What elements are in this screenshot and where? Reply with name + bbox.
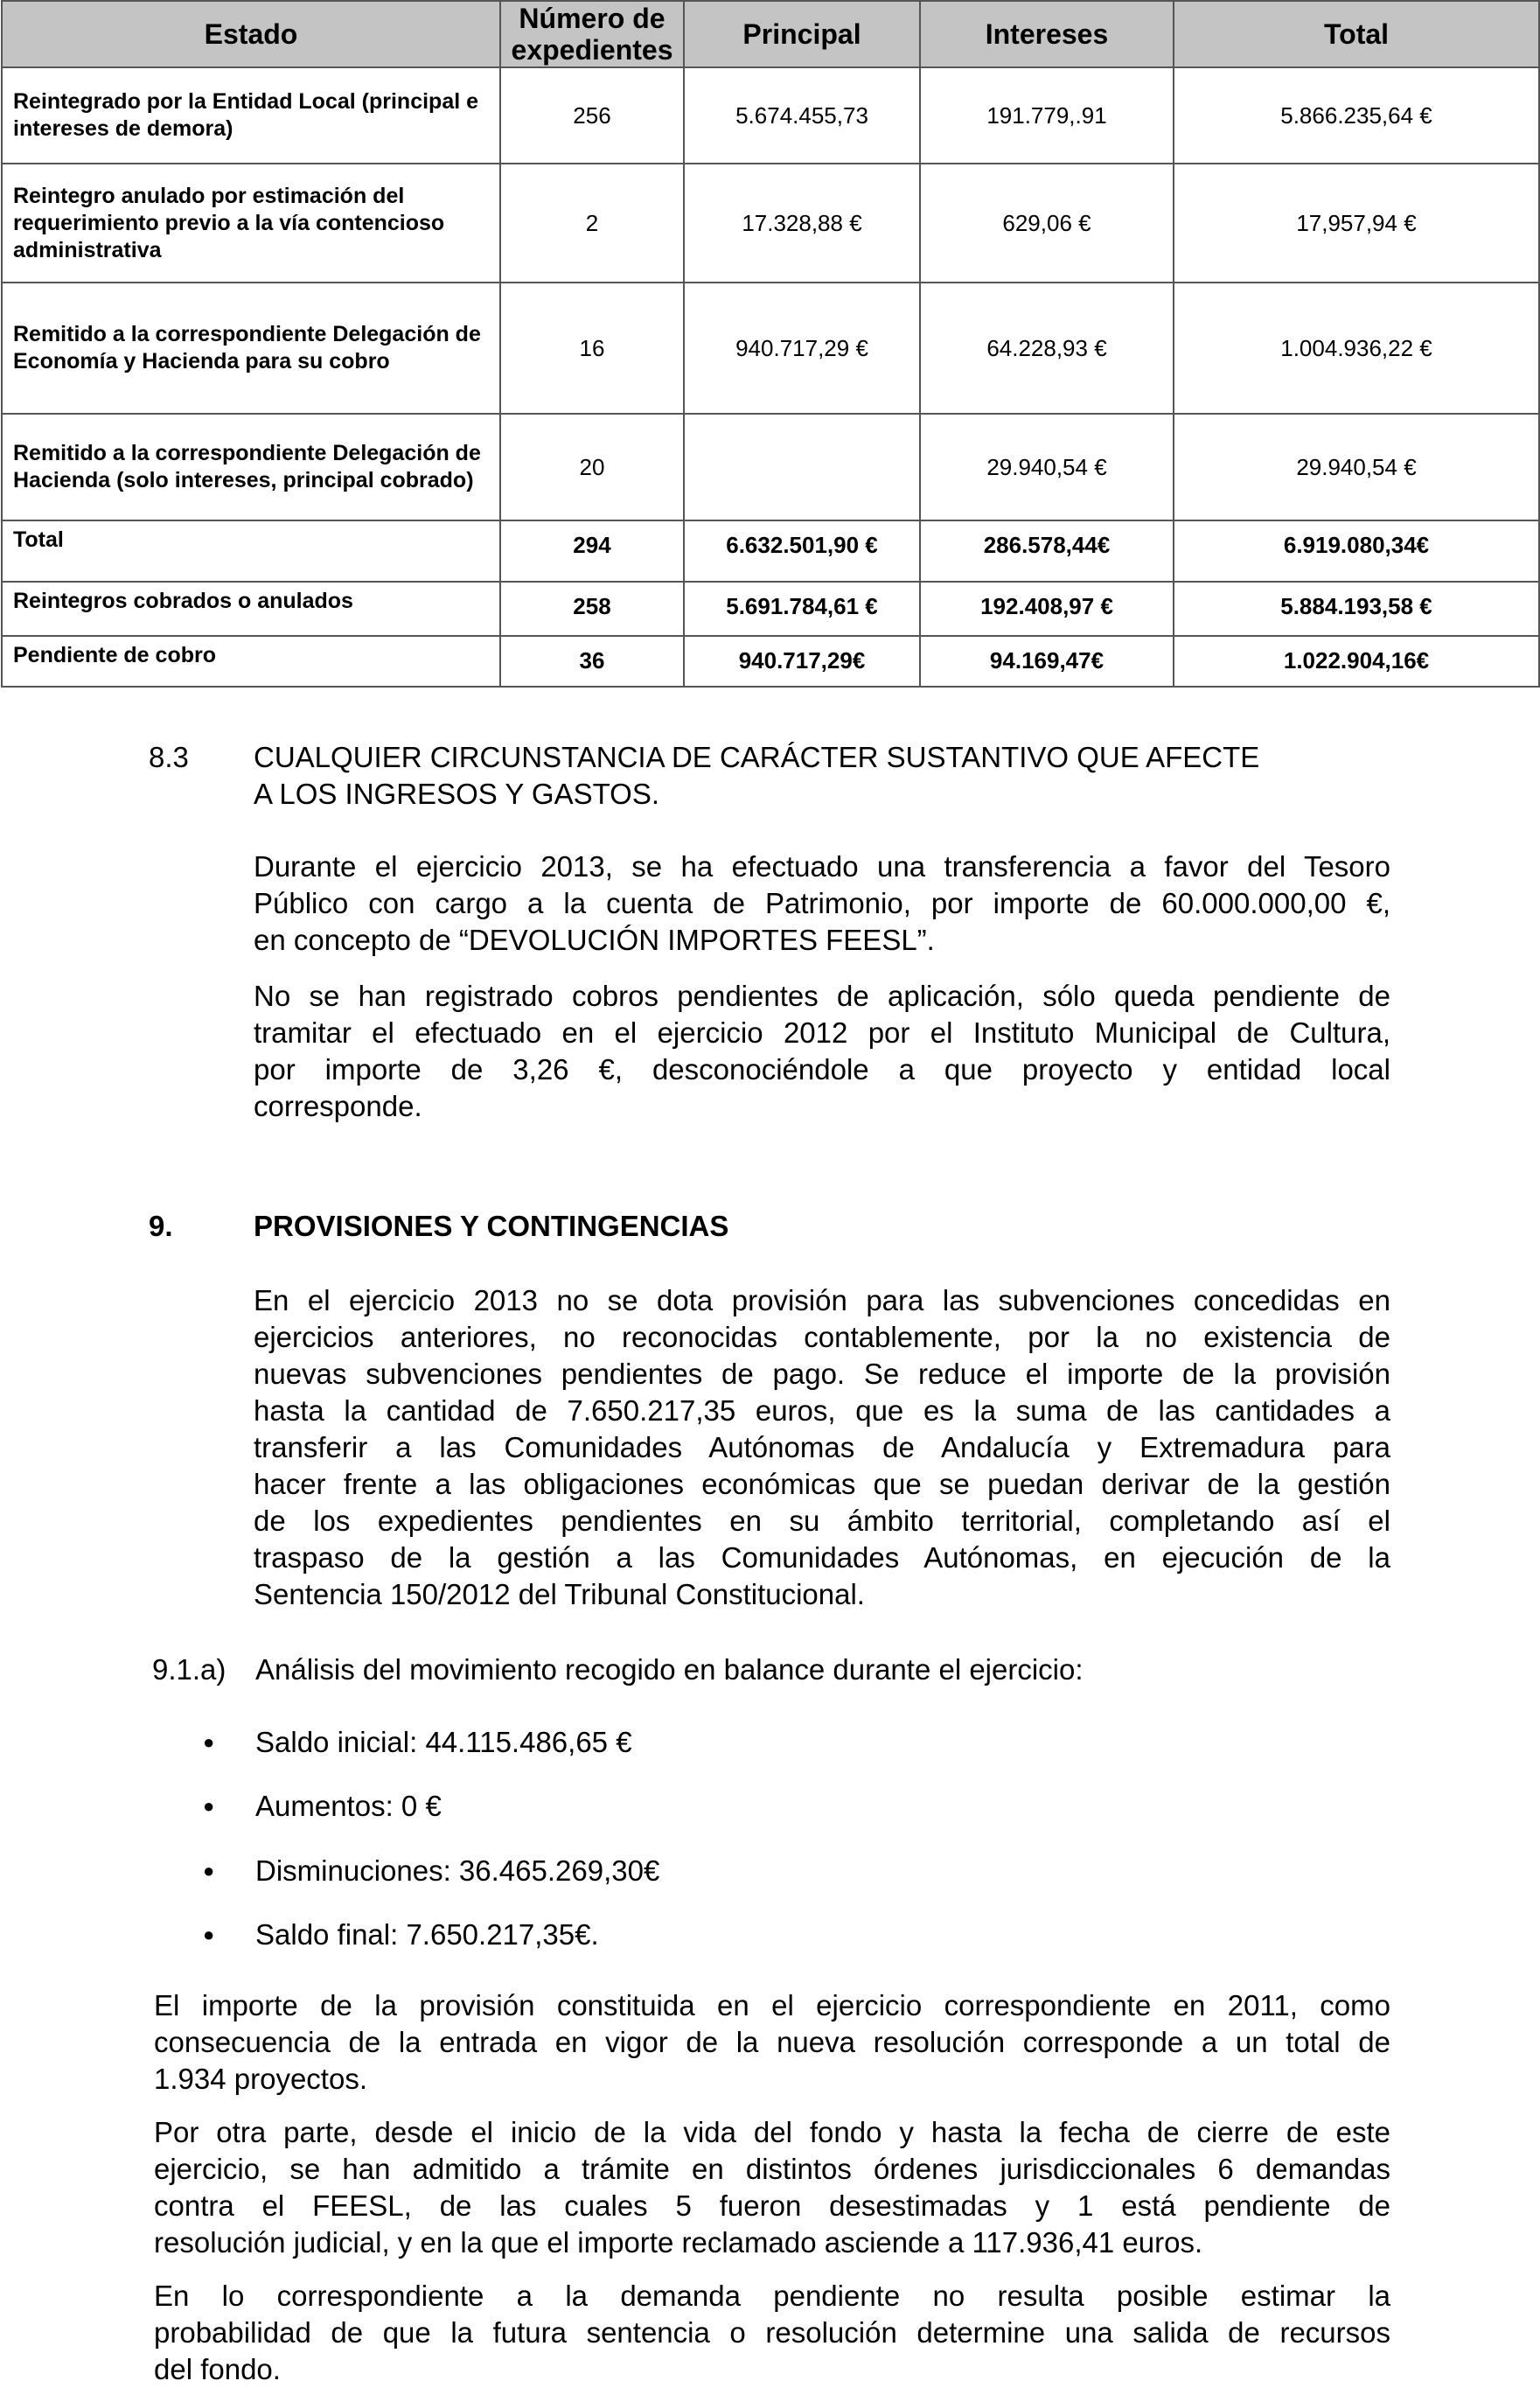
row-intereses: 29.940,54 € bbox=[920, 414, 1174, 520]
table-header-row bbox=[2, 1, 1539, 67]
text-line: transferir a las Comunidades Autónomas de Andalucía y Extremadura para bbox=[254, 1431, 1390, 1463]
table-row bbox=[2, 67, 1539, 164]
header-total: Total bbox=[1174, 1, 1539, 67]
row-principal: 5.674.455,73 bbox=[684, 67, 920, 164]
text-line: de los expedientes pendientes en su ámbito territorial, completando así el bbox=[254, 1505, 1390, 1537]
row-numero: 20 bbox=[500, 414, 684, 520]
bullet-dot-icon: ● bbox=[203, 1860, 215, 1882]
table-row bbox=[2, 164, 1539, 283]
row-principal: 940.717,29€ bbox=[684, 636, 920, 687]
section-8-3-title bbox=[254, 739, 1390, 813]
row-estado: Remitido a la correspondiente Delegación de Economía y Hacienda para su cobro bbox=[2, 283, 500, 414]
text-line: corresponde. bbox=[254, 1090, 422, 1122]
header-estado: Estado bbox=[2, 1, 500, 67]
text-line: por importe de 3,26 €, desconociéndole a que proyecto y entidad local bbox=[254, 1053, 1390, 1086]
row-numero: 16 bbox=[500, 283, 684, 414]
section-8-3-number: 8.3 bbox=[149, 741, 189, 773]
bullet-dot-icon: ● bbox=[203, 1795, 215, 1817]
text-line: nuevas subvenciones pendientes de pago. Se reduce el importe de la provisión bbox=[254, 1358, 1390, 1390]
row-total: 1.004.936,22 € bbox=[1174, 283, 1539, 414]
text-line: El importe de la provisión constituida en el ejercicio correspondiente en 2011, como bbox=[154, 1989, 1390, 2021]
header-intereses: Intereses bbox=[920, 1, 1174, 67]
expedientes-table bbox=[1, 0, 1540, 688]
row-principal bbox=[684, 414, 920, 520]
section-9-paragraph-3 bbox=[154, 2114, 1390, 2261]
row-estado: Remitido a la correspondiente Delegación de Hacienda (solo intereses, principal cobrado) bbox=[2, 414, 500, 520]
text-line: traspaso de la gestión a las Comunidades Autónomas, en ejecución de la bbox=[254, 1541, 1390, 1574]
row-numero: 258 bbox=[500, 582, 684, 636]
section-9-title: PROVISIONES Y CONTINGENCIAS bbox=[254, 1210, 729, 1242]
row-principal: 6.632.501,90 € bbox=[684, 520, 920, 582]
row-intereses: 191.779,.91 bbox=[920, 67, 1174, 164]
text-line: Sentencia 150/2012 del Tribunal Constitucional. bbox=[254, 1578, 865, 1610]
table-row bbox=[2, 414, 1539, 520]
row-estado: Reintegrado por la Entidad Local (principal e intereses de demora) bbox=[2, 67, 500, 164]
header-principal: Principal bbox=[684, 1, 920, 67]
section-9-paragraph-2 bbox=[154, 1987, 1390, 2098]
row-principal: 17.328,88 € bbox=[684, 164, 920, 283]
row-estado: Reintegro anulado por estimación del requerimiento previo a la vía contencioso administrativa bbox=[2, 164, 500, 283]
bullet-dot-icon: ● bbox=[203, 1731, 215, 1753]
row-numero: 294 bbox=[500, 520, 684, 582]
row-total: 5.884.193,58 € bbox=[1174, 582, 1539, 636]
text-line: en concepto de “DEVOLUCIÓN IMPORTES FEESL”. bbox=[254, 924, 935, 956]
section-8-3-title-line: CUALQUIER CIRCUNSTANCIA DE CARÁCTER SUSTANTIVO QUE AFECTE bbox=[254, 741, 1260, 773]
bullet-dot-icon: ● bbox=[203, 1924, 215, 1945]
text-line: hasta la cantidad de 7.650.217,35 euros, que es la suma de las cantidades a bbox=[254, 1394, 1390, 1427]
header-numero-expedientes: Número de expedientes bbox=[500, 1, 684, 67]
list-item: Aumentos: 0 € bbox=[255, 1790, 442, 1822]
text-line: 1.934 proyectos. bbox=[154, 2063, 367, 2095]
list-item: Saldo inicial: 44.115.486,65 € bbox=[255, 1726, 632, 1758]
row-principal: 940.717,29 € bbox=[684, 283, 920, 414]
text-line: Durante el ejercicio 2013, se ha efectuado una transferencia a favor del Tesoro bbox=[254, 850, 1390, 883]
row-numero: 2 bbox=[500, 164, 684, 283]
table-row-total bbox=[2, 520, 1539, 582]
section-9-number: 9. bbox=[149, 1210, 173, 1242]
text-line: del fondo. bbox=[154, 2353, 281, 2385]
text-line: ejercicio, se han admitido a trámite en distintos órdenes jurisdiccionales 6 demandas bbox=[154, 2153, 1390, 2185]
text-line: probabilidad de que la futura sentencia o resolución determine una salida de recursos bbox=[154, 2316, 1390, 2349]
text-line: En lo correspondiente a la demanda pendiente no resulta posible estimar la bbox=[154, 2280, 1390, 2312]
section-8-3-title-line: A LOS INGRESOS Y GASTOS. bbox=[254, 778, 660, 810]
section-8-3-paragraph-2 bbox=[254, 978, 1390, 1125]
table-row bbox=[2, 283, 1539, 414]
text-line: resolución judicial, y en la que el importe reclamado asciende a 117.936,41 euros. bbox=[154, 2226, 1203, 2259]
row-numero: 36 bbox=[500, 636, 684, 687]
text-line: Público con cargo a la cuenta de Patrimonio, por importe de 60.000.000,00 €, bbox=[254, 887, 1390, 919]
row-total: 1.022.904,16€ bbox=[1174, 636, 1539, 687]
row-principal: 5.691.784,61 € bbox=[684, 582, 920, 636]
row-numero: 256 bbox=[500, 67, 684, 164]
section-8-3-paragraph-1 bbox=[254, 848, 1390, 959]
row-total: 6.919.080,34€ bbox=[1174, 520, 1539, 582]
row-estado: Reintegros cobrados o anulados bbox=[2, 582, 500, 636]
row-total: 5.866.235,64 € bbox=[1174, 67, 1539, 164]
row-intereses: 94.169,47€ bbox=[920, 636, 1174, 687]
text-line: hacer frente a las obligaciones económicas que se puedan derivar de la gestión bbox=[254, 1468, 1390, 1500]
text-line: En el ejercicio 2013 no se dota provisión para las subvenciones concedidas en bbox=[254, 1284, 1390, 1316]
row-estado: Total bbox=[2, 520, 500, 582]
text-line: consecuencia de la entrada en vigor de la nueva resolución corresponde a un total de bbox=[154, 2026, 1390, 2058]
section-9-paragraph-4 bbox=[154, 2278, 1390, 2388]
row-intereses: 286.578,44€ bbox=[920, 520, 1174, 582]
table-row-pendiente bbox=[2, 636, 1539, 687]
text-line: No se han registrado cobros pendientes de aplicación, sólo queda pendiente de bbox=[254, 980, 1390, 1012]
list-item: Saldo final: 7.650.217,35€. bbox=[255, 1918, 599, 1951]
text-line: Por otra parte, desde el inicio de la vida del fondo y hasta la fecha de cierre de este bbox=[154, 2116, 1390, 2148]
text-line: tramitar el efectuado en el ejercicio 2012 por el Instituto Municipal de Cultura, bbox=[254, 1016, 1390, 1049]
text-line: ejercicios anteriores, no reconocidas contablemente, por la no existencia de bbox=[254, 1321, 1390, 1353]
text-line: contra el FEESL, de las cuales 5 fueron desestimadas y 1 está pendiente de bbox=[154, 2189, 1390, 2222]
row-intereses: 629,06 € bbox=[920, 164, 1174, 283]
row-total: 17,957,94 € bbox=[1174, 164, 1539, 283]
row-estado: Pendiente de cobro bbox=[2, 636, 500, 687]
table-row-cobrados bbox=[2, 582, 1539, 636]
row-intereses: 192.408,97 € bbox=[920, 582, 1174, 636]
subsection-9-1-a-title: Análisis del movimiento recogido en balance durante el ejercicio: bbox=[255, 1653, 1084, 1686]
row-intereses: 64.228,93 € bbox=[920, 283, 1174, 414]
subsection-9-1-a-number: 9.1.a) bbox=[152, 1653, 226, 1686]
list-item: Disminuciones: 36.465.269,30€ bbox=[255, 1854, 660, 1887]
row-total: 29.940,54 € bbox=[1174, 414, 1539, 520]
section-9-paragraph-1 bbox=[254, 1282, 1390, 1613]
